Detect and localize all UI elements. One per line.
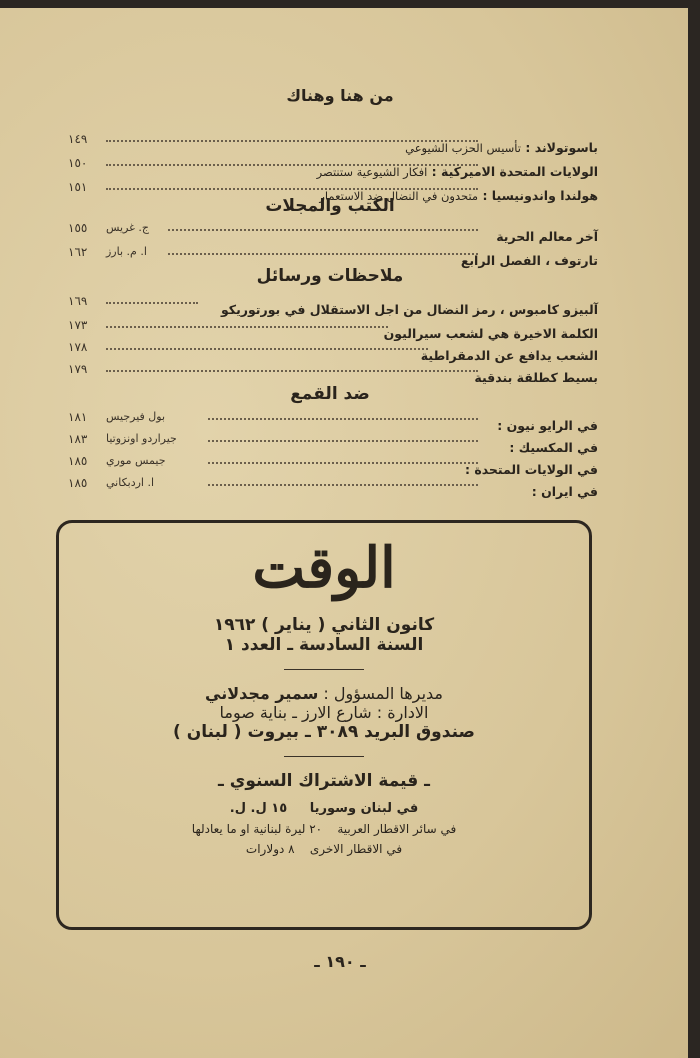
- rate-row: في لبنان وسوريا ١٥ ل. ل.: [229, 801, 419, 816]
- leader-dots: [168, 247, 478, 255]
- section-title: من هنا وهناك: [286, 86, 394, 105]
- leader-dots: [208, 478, 478, 486]
- author: ج. غريس: [106, 221, 150, 234]
- author: ا. اردبكاني: [106, 476, 155, 489]
- entry-title: بسيط كطلقة بندقية: [474, 370, 598, 385]
- leader-dots: [208, 434, 478, 442]
- page-ref: ١٤٩: [68, 132, 88, 146]
- entry-title: في الولايات المتحدة :: [464, 462, 598, 477]
- page-ref: ١٥١: [68, 180, 88, 194]
- issue-number: السنة السادسة ـ العدد ١: [224, 635, 424, 655]
- leader-dots: [208, 412, 478, 420]
- toc-entry: [68, 476, 598, 498]
- entry-title: في ايران :: [531, 484, 598, 499]
- section-heading: الكتب والمجلات: [265, 196, 395, 216]
- rate-row: في سائر الاقطار العربية ٢٠ ليرة لبنانية او ما يعادلها: [191, 822, 457, 836]
- divider: [284, 756, 364, 757]
- leader-dots: [208, 456, 478, 464]
- leader-dots: [106, 296, 198, 304]
- entry-title: الكلمة الاخيرة هي لشعب سيراليون: [383, 326, 598, 341]
- page-ref: ١٥٥: [68, 221, 88, 235]
- leader-dots: [106, 320, 388, 328]
- divider: [284, 669, 364, 670]
- toc-entry: [68, 432, 598, 454]
- document-page: [0, 8, 688, 1058]
- page-ref: ١٦٢: [68, 245, 88, 259]
- colophon-box: [56, 520, 592, 930]
- page-ref: ١٧٩: [68, 362, 88, 376]
- editor-line: مديرها المسؤول : سمير مجدلاني: [205, 684, 443, 703]
- page-ref: ١٥٠: [68, 156, 88, 170]
- author: ا. م. بارز: [106, 245, 147, 258]
- section-heading: ضد القمع: [290, 384, 370, 404]
- leader-dots: [168, 223, 478, 231]
- page-ref: ١٨٥: [68, 476, 88, 490]
- magazine-logo: الوقت: [252, 535, 396, 601]
- page-ref: ١٧٨: [68, 340, 88, 354]
- toc-entry: [68, 454, 598, 476]
- author: بول فيرجيس: [106, 410, 166, 423]
- author: جيمس موري: [106, 454, 166, 467]
- entry-title: الشعب يدافع عن الدمقراطية: [420, 348, 598, 363]
- toc-entry: [68, 410, 598, 432]
- toc-entry: [68, 156, 598, 178]
- toc-entry: [68, 132, 598, 154]
- toc-entry: [68, 221, 598, 243]
- page-number: ـ ١٩٠ ـ: [314, 952, 366, 971]
- page-ref: ١٨٣: [68, 432, 88, 446]
- leader-dots: [106, 364, 478, 372]
- entry-title: باسوتولاند : تأسيس الحزب الشيوعي: [405, 140, 598, 155]
- entry-title: في المكسيك :: [509, 440, 598, 455]
- subscription-heading: ـ قيمة الاشتراك السنوي ـ: [218, 771, 430, 791]
- toc-entry: [68, 294, 598, 316]
- toc-entry: [68, 245, 598, 267]
- entry-title: الولايات المتحدة الاميركية : افكار الشيوعية ستنتصر: [316, 164, 598, 179]
- toc-entry: [68, 318, 598, 340]
- address: الادارة : شارع الارز ـ بناية صوما: [219, 703, 429, 722]
- section-heading: ملاحظات ورسائل: [256, 266, 404, 286]
- leader-dots: [106, 342, 428, 350]
- page-ref: ١٧٣: [68, 318, 88, 332]
- entry-title: تارتوف ، الفصل الرابع: [460, 253, 598, 268]
- entry-title: هولندا واندونيسيا : متحدون في النضال ضد الاستعمار: [319, 188, 598, 203]
- author: جيراردو اونزوتيا: [106, 432, 177, 445]
- entry-title: آخر معالم الحرية: [496, 229, 598, 244]
- page-ref: ١٨٥: [68, 454, 88, 468]
- issue-date: كانون الثاني ( يناير ) ١٩٦٢: [213, 615, 435, 635]
- entry-title: في الرايو نيون :: [497, 418, 598, 433]
- po-box: صندوق البريد ٣٠٨٩ ـ بيروت ( لبنان ): [173, 722, 475, 742]
- entry-title: آلبيزو كامبوس ، رمز النضال من اجل الاستقلال في بورتوريكو: [220, 302, 598, 317]
- toc-entry: [68, 340, 598, 362]
- rate-row: في الاقطار الاخرى ٨ دولارات: [245, 842, 403, 856]
- toc-entry: [68, 362, 598, 384]
- page-ref: ١٦٩: [68, 294, 88, 308]
- page-ref: ١٨١: [68, 410, 88, 424]
